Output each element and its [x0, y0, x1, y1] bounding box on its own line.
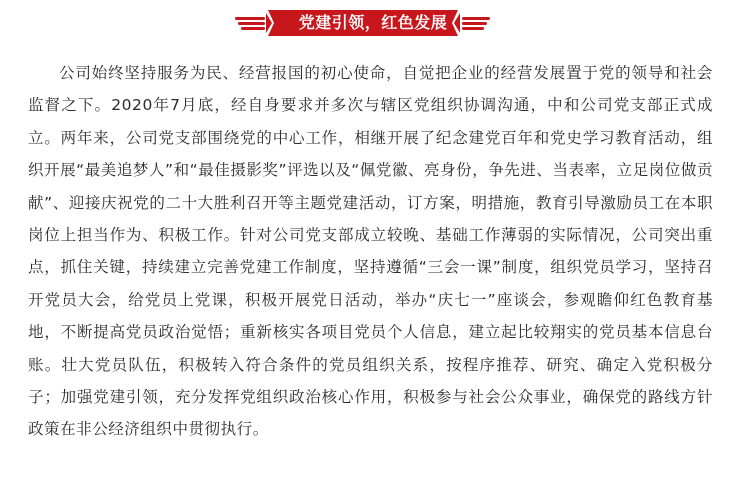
section-header [0, 8, 746, 38]
right-stripe-top [462, 17, 490, 20]
left-stripe-middle [238, 22, 265, 25]
section-title: 党建引领，红色发展 [298, 13, 448, 32]
right-stripe-bottom [462, 27, 484, 30]
left-stripe-bottom [241, 27, 265, 30]
right-stripe-middle [462, 22, 487, 25]
left-stripe-top [235, 17, 265, 20]
article-paragraph: 公司始终坚持服务为民、经营报国的初心使命，自觉把企业的经营发展置于党的领导和社会监督之下。2020年7月底，经自身要求并多次与辖区党组织协调沟通，中和公司党支部正式成立。两年来，公司党支部围绕党的中心工作，相继开展了纪念建党百年和党史学习教育活动，组织开展“最美追梦人”和“最佳摄影奖”评选以及“佩党徽、亮身份，争先进、当表率，立足岗位做贡献”、迎接庆祝党的二十大胜利召开等主题党建活动，订方案，明措施，教育引导激励员工在本职岗位上担当作为、积极工作。针对公司党支部成立较晚、基础工作薄弱的实际情况，公司突出重点，抓住关键，持续建立完善党建工作制度，坚持遵循“三会一课”制度，组织党员学习，坚持召开党员大会，给党员上党课，积极开展党日活动，举办“庆七一”座谈会，参观瞻仰红色教育基地，不断提高党员政治觉悟；重新核实各项目党员个人信息，建立起比较翔实的党员基本信息台账。壮大党员队伍，积极转入符合条件的党员组织关系，按程序推荐、研究、确定入党积极分子；加强党建引领，充分发挥党组织政治核心作用，积极参与社会公众事业，确保党的路线方针政策在非公经济组织中贯彻执行。 [28, 64, 713, 439]
